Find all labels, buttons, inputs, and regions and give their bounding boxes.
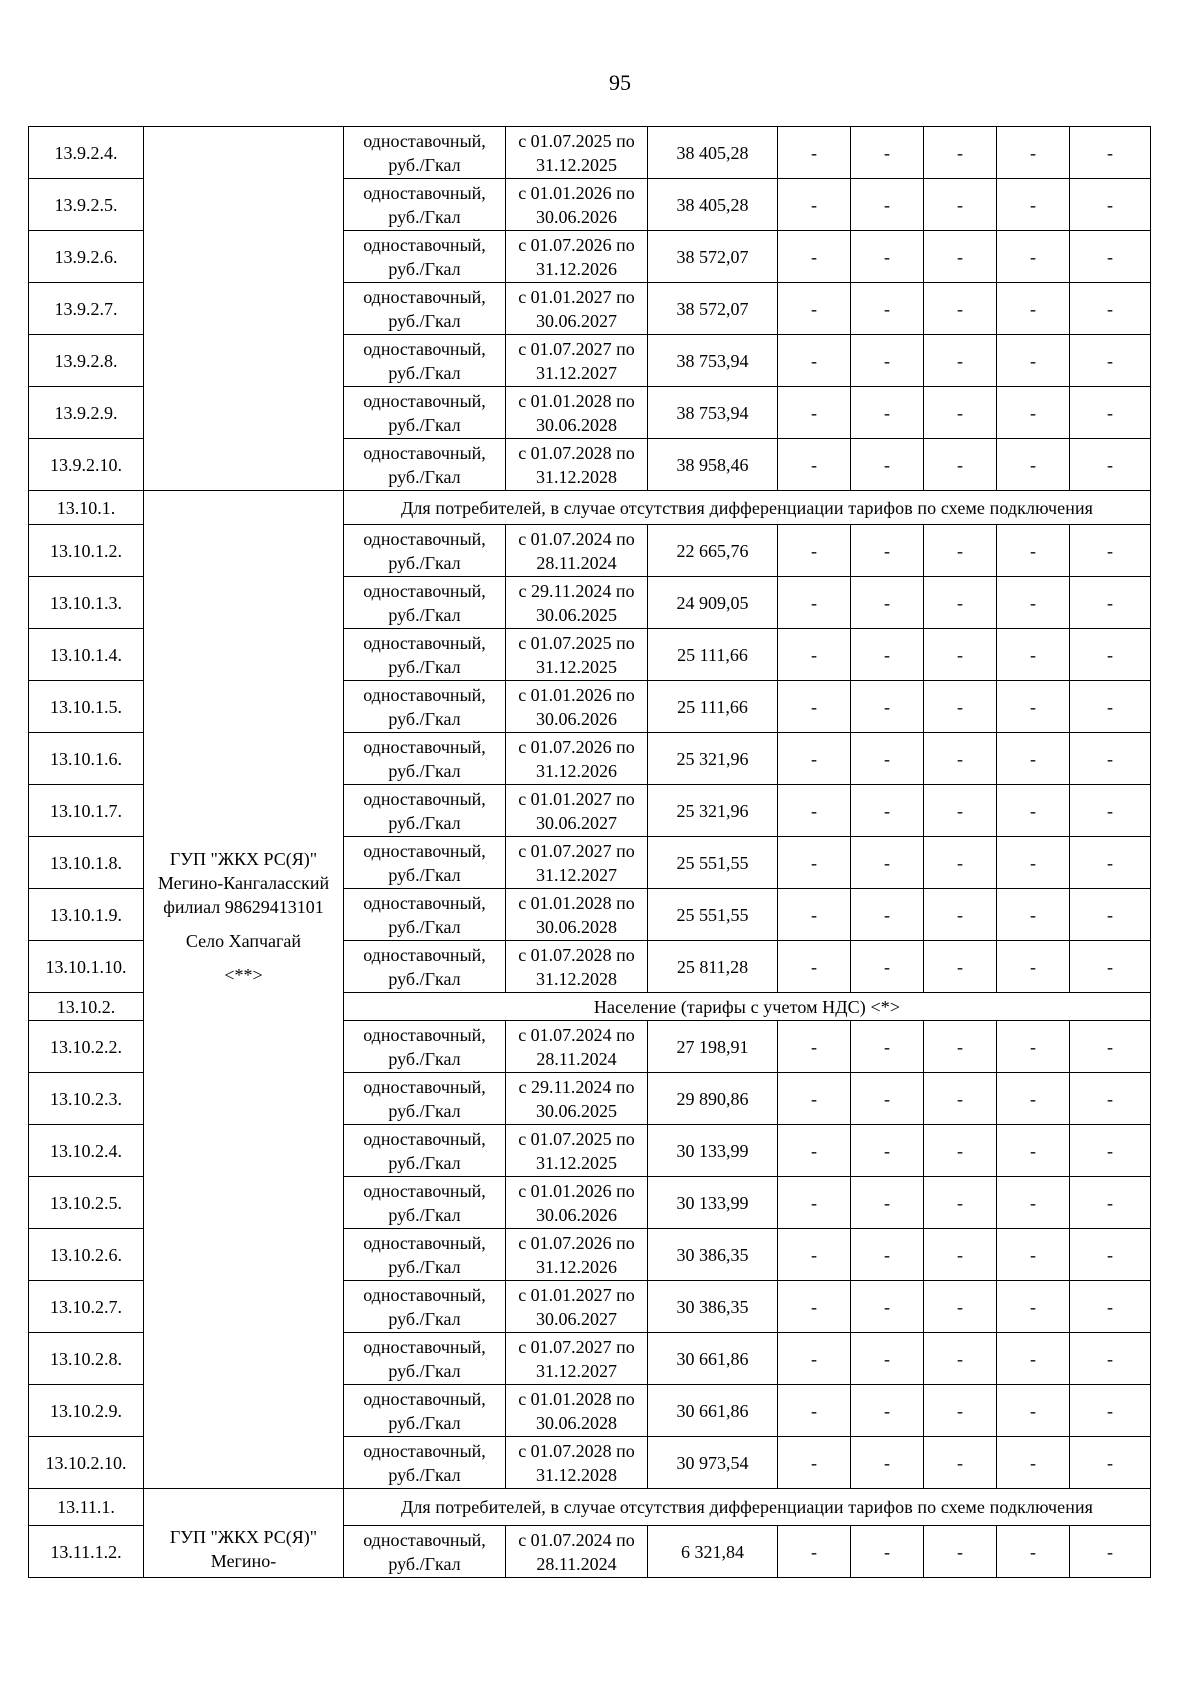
empty-value: - — [997, 1073, 1070, 1125]
tariff-type: одноставочный, руб./Гкал — [344, 231, 506, 283]
empty-value: - — [924, 1437, 997, 1489]
period: с 01.01.2028 по 30.06.2028 — [506, 387, 648, 439]
empty-value: - — [851, 179, 924, 231]
empty-value: - — [778, 681, 851, 733]
tariff-type: одноставочный, руб./Гкал — [344, 1125, 506, 1177]
empty-value: - — [851, 889, 924, 941]
row-id: 13.9.2.8. — [29, 335, 144, 387]
empty-value: - — [851, 785, 924, 837]
empty-value: - — [851, 1385, 924, 1437]
tariff-value: 38 572,07 — [648, 231, 778, 283]
empty-value: - — [851, 1437, 924, 1489]
row-id: 13.10.1.4. — [29, 629, 144, 681]
tariff-value: 30 973,54 — [648, 1437, 778, 1489]
tariff-type: одноставочный, руб./Гкал — [344, 681, 506, 733]
period: с 01.07.2026 по 31.12.2026 — [506, 1229, 648, 1281]
period: с 01.07.2027 по 31.12.2027 — [506, 335, 648, 387]
tariff-value: 38 405,28 — [648, 179, 778, 231]
empty-value: - — [997, 837, 1070, 889]
tariff-type: одноставочный, руб./Гкал — [344, 1229, 506, 1281]
tariff-value: 25 111,66 — [648, 681, 778, 733]
row-id: 13.9.2.7. — [29, 283, 144, 335]
empty-value: - — [851, 127, 924, 179]
tariff-value: 29 890,86 — [648, 1073, 778, 1125]
tariff-value: 27 198,91 — [648, 1021, 778, 1073]
row-id: 13.9.2.6. — [29, 231, 144, 283]
period: с 29.11.2024 по 30.06.2025 — [506, 1073, 648, 1125]
period: с 01.01.2028 по 30.06.2028 — [506, 1385, 648, 1437]
empty-value: - — [778, 127, 851, 179]
empty-value: - — [924, 1229, 997, 1281]
empty-value: - — [778, 1229, 851, 1281]
settlement-name: Село Хапчагай — [185, 931, 302, 951]
tariff-type: одноставочный, руб./Гкал — [344, 577, 506, 629]
empty-value: - — [851, 1177, 924, 1229]
empty-value: - — [997, 1333, 1070, 1385]
empty-value: - — [924, 629, 997, 681]
empty-value: - — [924, 1125, 997, 1177]
empty-value: - — [778, 1021, 851, 1073]
empty-value: - — [997, 525, 1070, 577]
row-id: 13.10.1.5. — [29, 681, 144, 733]
tariff-type: одноставочный, руб./Гкал — [344, 1073, 506, 1125]
row-id: 13.9.2.9. — [29, 387, 144, 439]
empty-value: - — [924, 231, 997, 283]
empty-value: - — [778, 1385, 851, 1437]
empty-value: - — [778, 387, 851, 439]
empty-value: - — [1070, 1281, 1151, 1333]
tariff-value: 25 551,55 — [648, 889, 778, 941]
tariff-value: 25 321,96 — [648, 733, 778, 785]
row-id: 13.10.1.10. — [29, 941, 144, 993]
empty-value: - — [778, 1526, 851, 1578]
empty-value: - — [778, 179, 851, 231]
row-id: 13.10.1.9. — [29, 889, 144, 941]
empty-value: - — [997, 941, 1070, 993]
empty-value: - — [924, 1021, 997, 1073]
empty-value: - — [851, 231, 924, 283]
tariff-type: одноставочный, руб./Гкал — [344, 439, 506, 491]
tariff-value: 30 386,35 — [648, 1229, 778, 1281]
period: с 01.01.2026 по 30.06.2026 — [506, 179, 648, 231]
empty-value: - — [778, 335, 851, 387]
page-number: 95 — [609, 70, 631, 95]
tariff-value: 30 661,86 — [648, 1385, 778, 1437]
tariff-table-body — [29, 127, 1151, 1578]
row-id: 13.10.1.2. — [29, 525, 144, 577]
empty-value: - — [851, 681, 924, 733]
empty-value: - — [924, 525, 997, 577]
empty-value: - — [1070, 1385, 1151, 1437]
empty-value: - — [1070, 785, 1151, 837]
empty-value: - — [1070, 179, 1151, 231]
tariff-value: 38 753,94 — [648, 335, 778, 387]
empty-value: - — [924, 179, 997, 231]
empty-value: - — [924, 889, 997, 941]
empty-value: - — [778, 1073, 851, 1125]
empty-value: - — [997, 335, 1070, 387]
empty-value: - — [997, 127, 1070, 179]
row-id: 13.10.1.6. — [29, 733, 144, 785]
tariff-value: 38 572,07 — [648, 283, 778, 335]
empty-value: - — [1070, 1229, 1151, 1281]
row-id: 13.11.1. — [29, 1489, 144, 1526]
empty-value: - — [924, 1281, 997, 1333]
tariff-value: 25 811,28 — [648, 941, 778, 993]
empty-value: - — [997, 681, 1070, 733]
tariff-value: 25 321,96 — [648, 785, 778, 837]
empty-value: - — [924, 1385, 997, 1437]
tariff-type: одноставочный, руб./Гкал — [344, 1385, 506, 1437]
empty-value: - — [997, 577, 1070, 629]
period: с 01.07.2025 по 31.12.2025 — [506, 127, 648, 179]
tariff-value: 24 909,05 — [648, 577, 778, 629]
section-header-row — [29, 491, 1151, 525]
tariff-type: одноставочный, руб./Гкал — [344, 179, 506, 231]
empty-value: - — [778, 577, 851, 629]
empty-value: - — [778, 1125, 851, 1177]
empty-value: - — [1070, 733, 1151, 785]
empty-value: - — [997, 1437, 1070, 1489]
row-id: 13.11.1.2. — [29, 1526, 144, 1578]
empty-value: - — [1070, 681, 1151, 733]
empty-value: - — [778, 525, 851, 577]
empty-value: - — [1070, 889, 1151, 941]
tariff-value: 25 551,55 — [648, 837, 778, 889]
empty-value: - — [778, 231, 851, 283]
empty-value: - — [1070, 1125, 1151, 1177]
empty-value: - — [851, 439, 924, 491]
row-id: 13.9.2.10. — [29, 439, 144, 491]
tariff-value: 38 753,94 — [648, 387, 778, 439]
tariff-value: 38 958,46 — [648, 439, 778, 491]
period: с 01.07.2024 по 28.11.2024 — [506, 1021, 648, 1073]
row-id: 13.10.1.3. — [29, 577, 144, 629]
empty-value: - — [924, 733, 997, 785]
tariff-type: одноставочный, руб./Гкал — [344, 837, 506, 889]
empty-value: - — [851, 1229, 924, 1281]
empty-value: - — [1070, 941, 1151, 993]
tariff-type: одноставочный, руб./Гкал — [344, 733, 506, 785]
empty-value: - — [924, 941, 997, 993]
empty-value: - — [997, 1526, 1070, 1578]
organization-name: ГУП "ЖКХ РС(Я)" Мегино- — [169, 1527, 318, 1571]
empty-value: - — [778, 439, 851, 491]
empty-value: - — [851, 1526, 924, 1578]
empty-value: - — [778, 733, 851, 785]
empty-value: - — [1070, 439, 1151, 491]
tariff-type: одноставочный, руб./Гкал — [344, 889, 506, 941]
empty-value: - — [778, 283, 851, 335]
row-id: 13.10.2.9. — [29, 1385, 144, 1437]
empty-value: - — [851, 387, 924, 439]
empty-value: - — [778, 1333, 851, 1385]
empty-value: - — [1070, 577, 1151, 629]
empty-value: - — [851, 941, 924, 993]
organization-cell — [144, 1489, 344, 1578]
tariff-value: 38 405,28 — [648, 127, 778, 179]
empty-value: - — [778, 629, 851, 681]
empty-value: - — [924, 1333, 997, 1385]
row-id: 13.10.2.8. — [29, 1333, 144, 1385]
row-id: 13.10.1. — [29, 491, 144, 525]
empty-value: - — [778, 1281, 851, 1333]
empty-value: - — [851, 283, 924, 335]
empty-value: - — [1070, 837, 1151, 889]
empty-value: - — [997, 629, 1070, 681]
empty-value: - — [851, 837, 924, 889]
empty-value: - — [1070, 1333, 1151, 1385]
empty-value: - — [997, 1229, 1070, 1281]
period: с 01.07.2025 по 31.12.2025 — [506, 629, 648, 681]
tariff-value: 6 321,84 — [648, 1526, 778, 1578]
empty-value: - — [997, 785, 1070, 837]
empty-value: - — [778, 1437, 851, 1489]
tariff-type: одноставочный, руб./Гкал — [344, 1021, 506, 1073]
empty-value: - — [1070, 629, 1151, 681]
empty-value: - — [924, 1073, 997, 1125]
empty-value: - — [924, 837, 997, 889]
empty-value: - — [997, 1125, 1070, 1177]
tariff-value: 30 386,35 — [648, 1281, 778, 1333]
empty-value: - — [851, 629, 924, 681]
empty-value: - — [851, 335, 924, 387]
empty-value: - — [997, 283, 1070, 335]
row-id: 13.10.2.4. — [29, 1125, 144, 1177]
period: с 29.11.2024 по 30.06.2025 — [506, 577, 648, 629]
tariff-table — [28, 126, 1151, 1578]
empty-value: - — [924, 1177, 997, 1229]
empty-value: - — [997, 231, 1070, 283]
empty-value: - — [778, 889, 851, 941]
empty-value: - — [1070, 1021, 1151, 1073]
row-id: 13.10.1.7. — [29, 785, 144, 837]
tariff-type: одноставочный, руб./Гкал — [344, 335, 506, 387]
empty-value: - — [851, 1281, 924, 1333]
tariff-type: одноставочный, руб./Гкал — [344, 1333, 506, 1385]
footnote-marker: <**> — [224, 965, 263, 985]
table-row — [29, 127, 1151, 179]
tariff-type: одноставочный, руб./Гкал — [344, 127, 506, 179]
empty-value: - — [997, 1177, 1070, 1229]
period: с 01.01.2027 по 30.06.2027 — [506, 785, 648, 837]
row-id: 13.10.2. — [29, 993, 144, 1021]
row-id: 13.10.2.2. — [29, 1021, 144, 1073]
empty-value: - — [924, 335, 997, 387]
empty-value: - — [924, 1526, 997, 1578]
empty-value: - — [778, 1177, 851, 1229]
tariff-type: одноставочный, руб./Гкал — [344, 283, 506, 335]
tariff-type: одноставочный, руб./Гкал — [344, 1526, 506, 1578]
empty-value: - — [924, 283, 997, 335]
empty-value: - — [778, 837, 851, 889]
tariff-type: одноставочный, руб./Гкал — [344, 629, 506, 681]
empty-value: - — [924, 785, 997, 837]
row-id: 13.10.2.3. — [29, 1073, 144, 1125]
row-id: 13.10.2.7. — [29, 1281, 144, 1333]
empty-value: - — [851, 1125, 924, 1177]
period: с 01.01.2027 по 30.06.2027 — [506, 283, 648, 335]
empty-value: - — [997, 179, 1070, 231]
empty-value: - — [924, 439, 997, 491]
tariff-type: одноставочный, руб./Гкал — [344, 1281, 506, 1333]
empty-value: - — [997, 1385, 1070, 1437]
section-header-row — [29, 1489, 1151, 1526]
empty-value: - — [1070, 127, 1151, 179]
period: с 01.07.2024 по 28.11.2024 — [506, 1526, 648, 1578]
tariff-value: 30 133,99 — [648, 1177, 778, 1229]
empty-value: - — [1070, 335, 1151, 387]
tariff-value: 30 661,86 — [648, 1333, 778, 1385]
row-id: 13.10.1.8. — [29, 837, 144, 889]
empty-value: - — [997, 387, 1070, 439]
empty-value: - — [997, 1021, 1070, 1073]
tariff-value: 22 665,76 — [648, 525, 778, 577]
empty-value: - — [778, 785, 851, 837]
empty-value: - — [851, 525, 924, 577]
empty-value: - — [778, 941, 851, 993]
organization-cell — [144, 127, 344, 491]
row-id: 13.10.2.6. — [29, 1229, 144, 1281]
section-header-text: Население (тарифы с учетом НДС) <*> — [344, 993, 1151, 1021]
empty-value: - — [1070, 1437, 1151, 1489]
empty-value: - — [1070, 525, 1151, 577]
period: с 01.07.2028 по 31.12.2028 — [506, 439, 648, 491]
row-id: 13.9.2.5. — [29, 179, 144, 231]
period: с 01.07.2028 по 31.12.2028 — [506, 1437, 648, 1489]
tariff-type: одноставочный, руб./Гкал — [344, 525, 506, 577]
period: с 01.07.2025 по 31.12.2025 — [506, 1125, 648, 1177]
organization-cell — [144, 491, 344, 1489]
tariff-value: 25 111,66 — [648, 629, 778, 681]
tariff-type: одноставочный, руб./Гкал — [344, 1437, 506, 1489]
organization-name: ГУП "ЖКХ РС(Я)" Мегино-Кангаласский филиал 98629413101 — [157, 849, 330, 917]
period: с 01.07.2026 по 31.12.2026 — [506, 231, 648, 283]
empty-value: - — [1070, 1073, 1151, 1125]
empty-value: - — [851, 1073, 924, 1125]
empty-value: - — [997, 1281, 1070, 1333]
empty-value: - — [1070, 1177, 1151, 1229]
empty-value: - — [924, 387, 997, 439]
empty-value: - — [851, 1333, 924, 1385]
period: с 01.07.2027 по 31.12.2027 — [506, 1333, 648, 1385]
period: с 01.07.2028 по 31.12.2028 — [506, 941, 648, 993]
empty-value: - — [1070, 387, 1151, 439]
period: с 01.01.2026 по 30.06.2026 — [506, 1177, 648, 1229]
empty-value: - — [924, 681, 997, 733]
empty-value: - — [851, 1021, 924, 1073]
empty-value: - — [851, 577, 924, 629]
empty-value: - — [1070, 283, 1151, 335]
empty-value: - — [997, 733, 1070, 785]
section-header-text: Для потребителей, в случае отсутствия дифференциации тарифов по схеме подключения — [344, 1489, 1151, 1526]
period: с 01.07.2024 по 28.11.2024 — [506, 525, 648, 577]
period: с 01.01.2027 по 30.06.2027 — [506, 1281, 648, 1333]
period: с 01.07.2026 по 31.12.2026 — [506, 733, 648, 785]
period: с 01.01.2026 по 30.06.2026 — [506, 681, 648, 733]
tariff-type: одноставочный, руб./Гкал — [344, 941, 506, 993]
period: с 01.07.2027 по 31.12.2027 — [506, 837, 648, 889]
tariff-value: 30 133,99 — [648, 1125, 778, 1177]
empty-value: - — [924, 577, 997, 629]
empty-value: - — [924, 127, 997, 179]
empty-value: - — [997, 889, 1070, 941]
tariff-type: одноставочный, руб./Гкал — [344, 387, 506, 439]
empty-value: - — [1070, 1526, 1151, 1578]
empty-value: - — [851, 733, 924, 785]
row-id: 13.10.2.10. — [29, 1437, 144, 1489]
row-id: 13.9.2.4. — [29, 127, 144, 179]
empty-value: - — [1070, 231, 1151, 283]
section-header-text: Для потребителей, в случае отсутствия дифференциации тарифов по схеме подключения — [344, 491, 1151, 525]
tariff-type: одноставочный, руб./Гкал — [344, 785, 506, 837]
period: с 01.01.2028 по 30.06.2028 — [506, 889, 648, 941]
tariff-type: одноставочный, руб./Гкал — [344, 1177, 506, 1229]
empty-value: - — [997, 439, 1070, 491]
row-id: 13.10.2.5. — [29, 1177, 144, 1229]
